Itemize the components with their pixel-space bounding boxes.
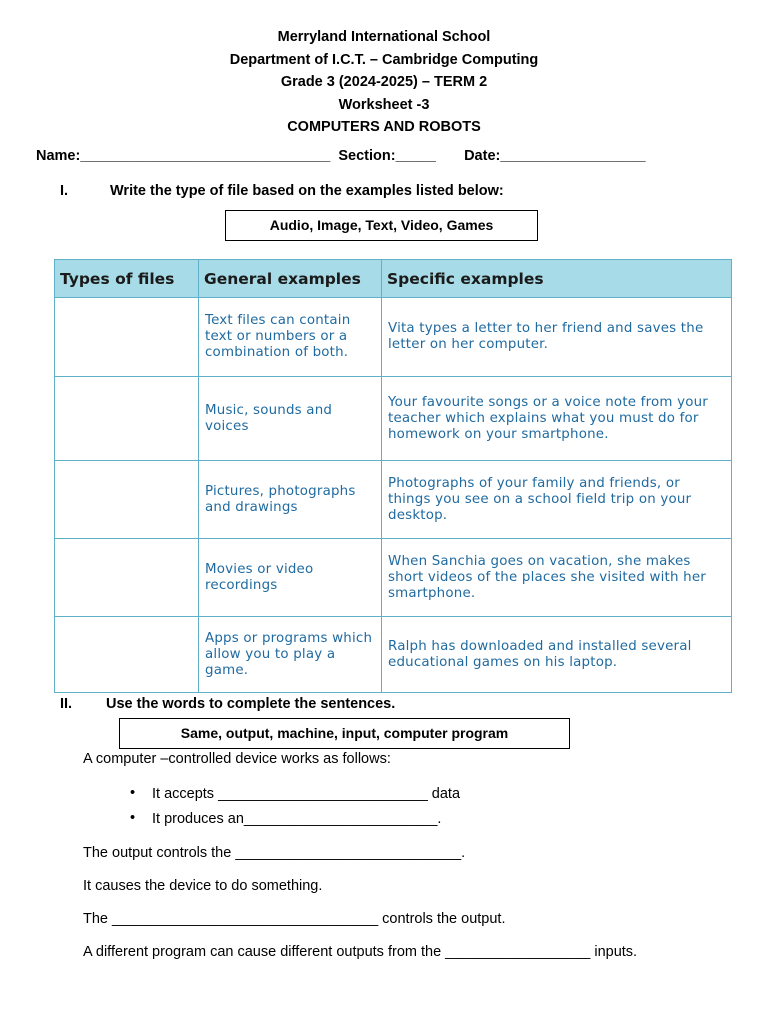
header-specific-examples: Specific examples [382, 260, 732, 298]
section1-number: I. [60, 183, 69, 199]
file-type-answer-cell[interactable] [55, 617, 199, 693]
grade-term: Grade 3 (2024-2025) – TERM 2 [280, 74, 488, 90]
fill-sentence: The output controls the ____________________________. [83, 845, 466, 861]
table-row [55, 298, 732, 377]
table-row [55, 377, 732, 461]
fill-sentence: A different program can cause different outputs from the __________________ inputs. [83, 944, 638, 960]
worksheet-header [0, 26, 768, 139]
specific-example-cell: When Sanchia goes on vacation, she makes short videos of the places she visited with her smartphone. [382, 539, 732, 617]
file-types-table [54, 259, 732, 693]
bullet-dot: • [130, 810, 136, 826]
student-fields: Name:_______________________________ Section:_____ Date:__________________ [36, 148, 646, 164]
bullet-dot: • [130, 785, 136, 801]
table-row [55, 617, 732, 693]
file-type-answer-cell[interactable] [55, 539, 199, 617]
fill-sentence: The _________________________________ controls the output. [83, 911, 506, 927]
section1-instruction: Write the type of file based on the examples listed below: [110, 183, 504, 199]
specific-example-cell: Vita types a letter to her friend and saves the letter on her computer. [382, 298, 732, 377]
general-example-cell: Music, sounds and voices [199, 377, 382, 461]
file-type-answer-cell[interactable] [55, 461, 199, 539]
specific-example-cell: Ralph has downloaded and installed several educational games on his laptop. [382, 617, 732, 693]
bullet-item: It accepts __________________________ data [152, 786, 461, 802]
general-example-cell: Pictures, photographs and drawings [199, 461, 382, 539]
fill-sentence: It causes the device to do something. [83, 878, 323, 894]
table-header-row [55, 260, 732, 298]
section1-word-bank: Audio, Image, Text, Video, Games [225, 210, 538, 241]
worksheet-number: Worksheet -3 [338, 96, 430, 113]
header-types-of-files: Types of files [55, 260, 199, 298]
file-type-answer-cell[interactable] [55, 298, 199, 377]
section2-word-bank: Same, output, machine, input, computer program [119, 718, 570, 749]
table-row [55, 461, 732, 539]
general-example-cell: Text files can contain text or numbers or a combination of both. [199, 298, 382, 377]
section2-number: II. [60, 696, 73, 712]
section2-instruction: Use the words to complete the sentences. [106, 696, 396, 712]
worksheet-title: COMPUTERS AND ROBOTS [287, 119, 481, 135]
bullet-item: It produces an________________________. [152, 811, 442, 827]
specific-example-cell: Your favourite songs or a voice note from your teacher which explains what you must do for homework on your smartphone. [382, 377, 732, 461]
intro-sentence: A computer –controlled device works as follows: [83, 751, 391, 767]
header-general-examples: General examples [199, 260, 382, 298]
specific-example-cell: Photographs of your family and friends, or things you see on a school field trip on your desktop. [382, 461, 732, 539]
school-name: Merryland International School [277, 29, 491, 45]
table-row [55, 539, 732, 617]
department-name: Department of I.C.T. – Cambridge Computing [229, 51, 539, 68]
general-example-cell: Movies or video recordings [199, 539, 382, 617]
general-example-cell: Apps or programs which allow you to play a game. [199, 617, 382, 693]
file-type-answer-cell[interactable] [55, 377, 199, 461]
